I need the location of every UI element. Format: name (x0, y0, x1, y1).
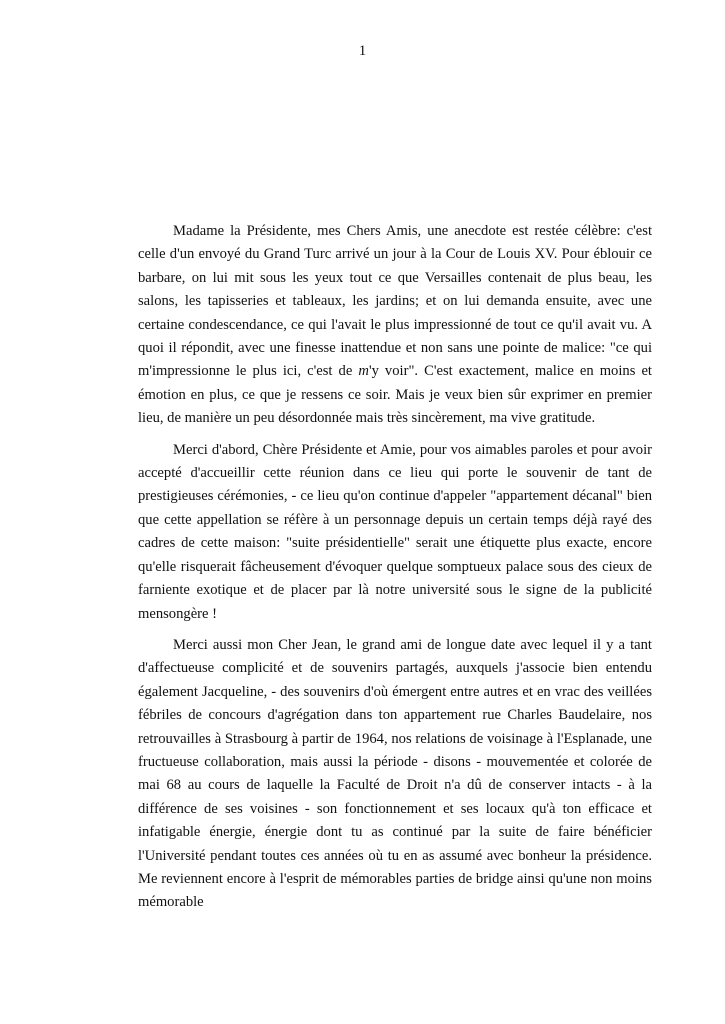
paragraph-anecdote-text-start: Madame la Présidente, mes Chers Amis, une anecdote est restée célèbre: c'est celle d'un envoyé du Grand Turc arrivé un jour à la Cour de Louis XV. Pour éblouir ce barbare, on lui mit sous les yeux tout ce que Versailles contenait de plus beau, les salons, les tapisseries et tableaux, les jardins; et on lui demanda ensuite, avec une certaine condescendance, ce qui l'avait le plus impressionné de tout ce qu'il avait vu. A quoi il répondit, avec une finesse inattendue et non sans une pointe de malice: "ce qui m'impressionne le plus ici, c'est de (138, 223, 652, 380)
paragraph-anecdote (138, 220, 652, 431)
paragraph-anecdote-text-end: 'y voir". C'est exactement, malice en moins et émotion en plus, ce que je ressens ce soir. Mais je veux bien sûr exprimer en premier lieu, de manière un peu désordonnée mais très sincèrement, ma vive gratitude. (138, 363, 652, 427)
paragraph-thanks-jean: Merci aussi mon Cher Jean, le grand ami de longue date avec lequel il y a tant d'affectueuse complicité et de souvenirs partagés, auxquels j'associe bien entendu également Jacqueline, - des souvenirs d'où émergent entre autres et en vrac des veillées fébriles de concours d'agrégation dans ton appartement rue Charles Baudelaire, nos retrouvailles à Strasbourg à partir de 1964, nos relations de voisinage à l'Esplanade, une fructueuse collaboration, mais aussi la période - disons - mouvementée et colorée de mai 68 au cours de laquelle la Faculté de Droit n'a dû de conserver intacts - à la différence de ses voisines - son fonctionnement et ses locaux qu'à ton efficace et infatigable énergie, énergie dont tu as continué par la suite de faire bénéficier l'Université pendant toutes ces années où tu en as assumé avec bonheur la présidence. Me reviennent encore à l'esprit de mémorables parties de bridge ainsi qu'une non moins mémorable (138, 636, 652, 911)
paragraph-thanks-president: Merci d'abord, Chère Présidente et Amie, pour vos aimables paroles et pour avoir accepté d'accueillir cette réunion dans ce lieu qui porte le souvenir de tant de prestigieuses cérémonies, - ce lieu qu'on continue d'appeler "appartement décanal" bien que cette appellation se réfère à un personnage depuis un certain temps déjà rayé des cadres de cette maison: "suite présidentielle" serait une étiquette plus exacte, encore qu'elle risquerait fâcheusement d'évoquer quelque somptueux palace sous des cieux de farniente exotique et de placer par là notre université sous le signe de la publicité mensongère ! (138, 441, 652, 622)
paragraph-anecdote-italic: m (358, 363, 369, 380)
document-body (138, 220, 652, 923)
page-number: 1 (358, 43, 367, 59)
